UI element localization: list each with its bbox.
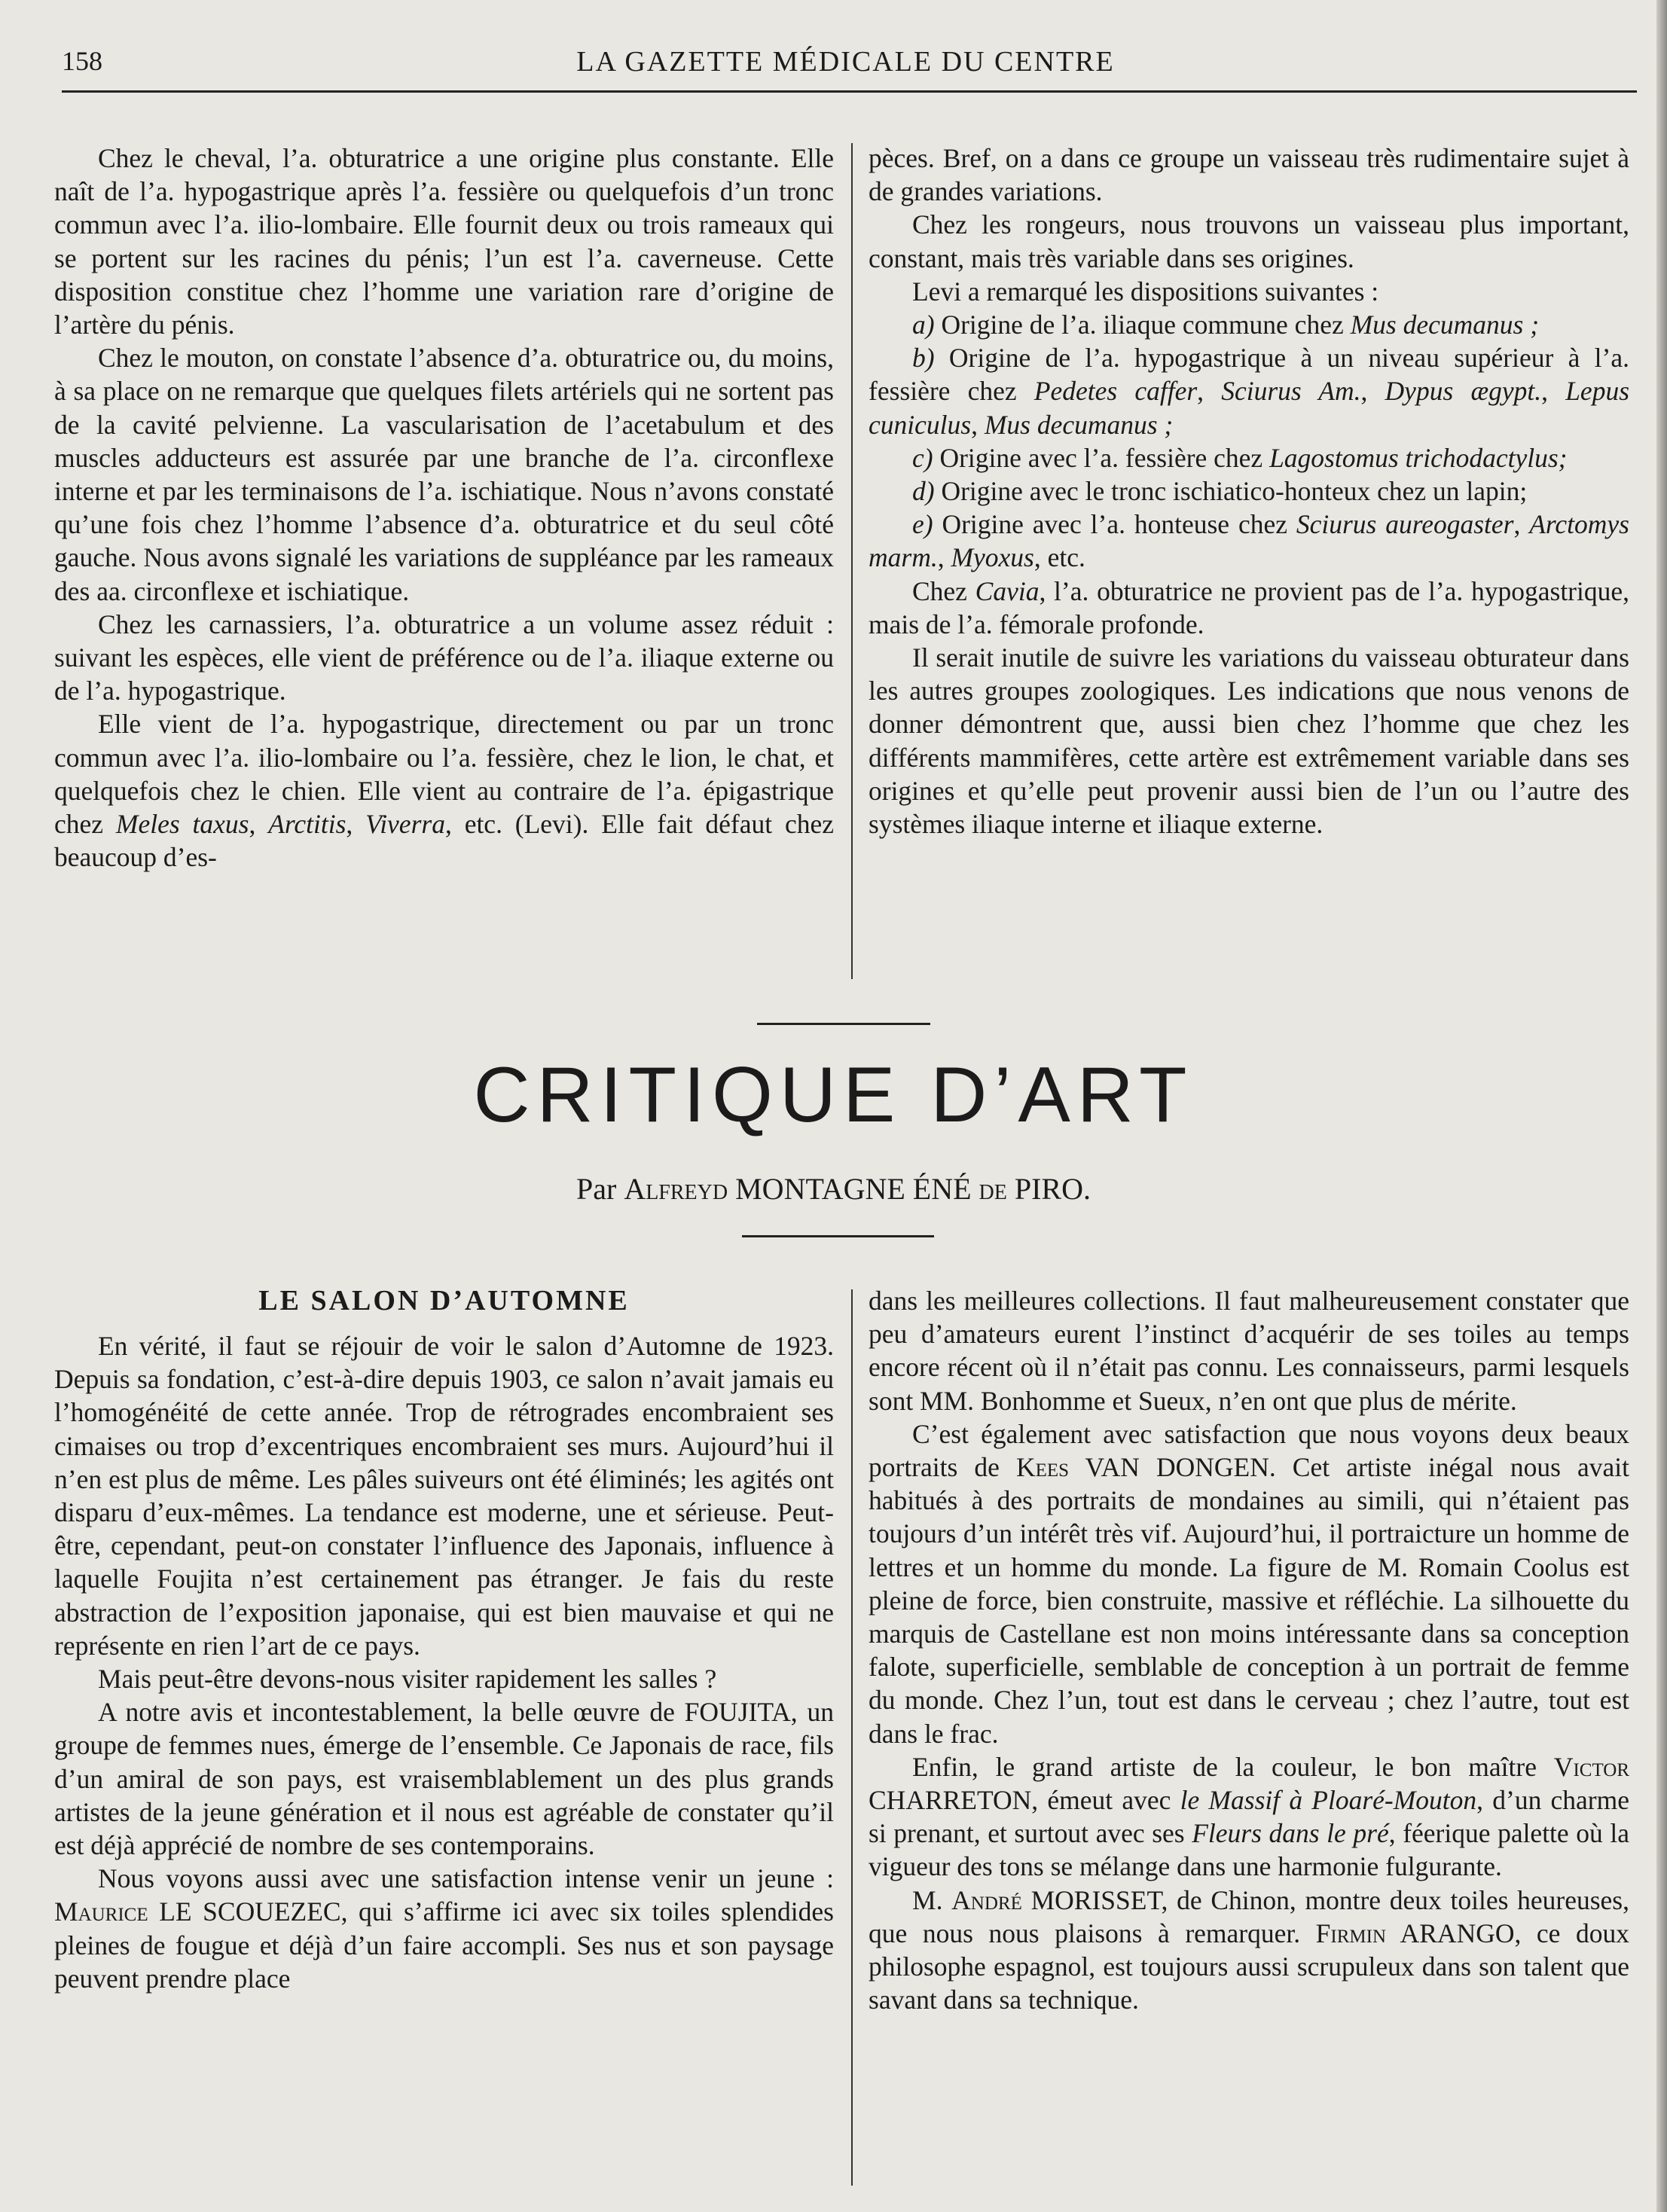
- section-rule: [742, 1235, 934, 1237]
- paragraph: Chez le mouton, on constate l’absence d’a. obturatrice ou, du moins, à sa place on ne remarque que quelques filets artériels qui ne sortent pas de la cavité pelvienne. La vascularisation de l’acetabulum et des muscles adducteurs est assurée par une branche de l’a. circonflexe interne et par les terminaisons de l’a. ischiatique. Nous n’avons constaté qu’une fois chez l’homme l’absence d’a. obturatrice et du seul côté gauche. Nous avons signalé les variations de suppléance par les rameaux des aa. circonflexe et ischiatique.: [54, 343, 834, 606]
- text-run: MORISSET, de Chinon, montre deux toiles heureuses, que nous nous plaisons à remarquer.: [869, 1884, 1629, 1948]
- page-edge-shadow: [1656, 0, 1667, 2212]
- text-run: Chez: [912, 575, 975, 606]
- species-name: Pedetes caffer: [1033, 376, 1198, 407]
- species-name: Arctitis: [268, 809, 347, 840]
- text-run: Elle vient de l’a. hypogastrique, directement ou par un tronc commun avec l’a. ilio-lombaire ou l’a. fessière, chez le lion, le chat, et quelquefois chez le chien. Elle vient au contraire de l’a. épigastrique chez: [54, 709, 834, 840]
- list-marker: e): [912, 509, 933, 540]
- paragraph: Il serait inutile de suivre les variations du vaisseau obturateur dans les autres groupes zoologiques. Les indications que nous venons de donner démontrent que, aussi bien chez l’homme que chez les différents mammifères, cette artère est extrêmement variable dans ses origines et qu’elle peut provenir aussi bien de l’un ou l’autre des systèmes iliaque interne et iliaque externe.: [869, 642, 1629, 840]
- species-name: Lepus cuniculus: [869, 376, 1630, 440]
- text-run: VAN DONGEN. Cet artiste inégal nous avait habitués à des portraits de mondaines au simili, qui n’étaient pas toujours d’un intérêt très vif. Aujourd’hui, il portraicture un homme de lettres et un homme du monde. La figure de M. Romain Coolus est pleine de force, bien construite, massive et réfléchie. La silhouette du marquis de Castellane est non moins intéressante dans sa conception falote, superficielle, semblable de conception à un portrait de femme du monde. Chez l’un, tout est dans le cerveau ; chez l’autre, tout est dans le frac.: [869, 1452, 1629, 1749]
- species-name: Mus decumanus ;: [984, 409, 1174, 440]
- species-name: Dypus ægypt.: [1385, 376, 1542, 407]
- text-run: Nous voyons aussi avec une satisfaction intense venir un jeune :: [98, 1863, 834, 1894]
- paragraph: [54, 707, 834, 874]
- text-run: , féerique palette où la vigueur des tons se mélange dans une harmonie fulgurante.: [869, 1818, 1629, 1882]
- paragraph: Chez le cheval, l’a. obturatrice a une origine plus constante. Elle naît de l’a. hypogastrique après l’a. fessière ou quelquefois d’un tronc commun avec l’a. ilio-lombaire. Elle fournit deux ou trois rameaux qui se portent sur les racines du pénis; l’un est l’a. caverneuse. Cette disposition constitue chez l’homme une variation rare d’origine de l’artère du pénis.: [54, 143, 834, 340]
- section-title: CRITIQUE D’ART: [473, 1051, 1194, 1139]
- species-name: Sciurus Am.: [1221, 376, 1361, 407]
- text-run: Origine de l’a. hypogastrique à un niveau supérieur à l’a. fessière chez: [869, 343, 1629, 407]
- author-last-name: PIRO.: [1006, 1172, 1091, 1206]
- species-name: Myoxus: [951, 542, 1034, 573]
- text-run: , etc. (Levi). Elle fait défaut chez beaucoup d’es-: [54, 809, 834, 873]
- paragraph: Chez les rongeurs, nous trouvons un vaisseau plus important, constant, mais très variable dans ses origines.: [869, 209, 1629, 273]
- author-name: MONTAGNE ÉNÉ: [728, 1172, 979, 1206]
- artist-first-name: Firmin: [1315, 1918, 1387, 1948]
- running-title: LA GAZETTE MÉDICALE DU CENTRE: [576, 46, 1115, 78]
- article-subheading: LE SALON D’AUTOMNE: [258, 1285, 630, 1317]
- text-run: Origine avec l’a. honteuse chez: [933, 509, 1296, 540]
- artist-first-name: Kees: [1016, 1452, 1070, 1483]
- text-run: M.: [912, 1884, 952, 1915]
- page-number: 158: [62, 46, 102, 76]
- paragraph: En vérité, il faut se réjouir de voir le salon d’Automne de 1923. Depuis sa fondation, c’est-à-dire depuis 1903, ce salon n’avait jamais eu l’homogénéité de cette année. Trop de rétrogrades encombraient ses cimaises ou trop d’excentriques encombraient ses murs. Aujourd’hui il n’en est plus de même. Les pâles suiveurs ont été éliminés; les agités ont disparu d’eux-mêmes. La tendance est moderne, une et sérieuse. Peut-être, cependant, peut-on constater l’influence des Japonais, influence à laquelle Foujita n’est certainement pas étranger. Je fais du reste abstraction de l’exposition japonaise, qui est bien mauvaise et qui ne représente en rien l’art de ce pays.: [54, 1331, 834, 1661]
- text-run: LE SCOUEZEC, qui s’affirme ici avec six toiles splendides pleines de fougue et déjà d’un faire accompli. Ses nus et son paysage peuvent prendre place: [54, 1896, 834, 1994]
- text-run: Origine de l’a. iliaque commune chez: [934, 310, 1351, 340]
- artwork-title: Fleurs dans le pré: [1192, 1818, 1389, 1849]
- species-name: Arctomys marm.: [869, 509, 1629, 573]
- text-run: ,: [346, 809, 366, 840]
- species-name: Cavia: [975, 575, 1040, 606]
- species-name: Viverra: [365, 809, 445, 840]
- column-top-right: [869, 142, 1629, 841]
- list-item-c: [869, 441, 1629, 474]
- column-top-left: [54, 142, 834, 874]
- artist-first-name: Maurice: [54, 1896, 148, 1927]
- paragraph: Levi a remarqué les dispositions suivantes :: [912, 276, 1379, 307]
- list-item-a: [869, 308, 1629, 341]
- paragraph: [54, 1862, 834, 1995]
- author-particle: de: [979, 1172, 1007, 1206]
- paragraph: dans les meilleures collections. Il faut malheureusement constater que peu d’amateurs eurent l’instinct d’acquérir de ses toiles au temps encore récent où il n’était pas connu. Les connaisseurs, parmi lesquels sont MM. Bonhomme et Sueux, n’en ont que plus de mérite.: [869, 1286, 1629, 1416]
- text-run: ,: [1541, 376, 1566, 407]
- list-marker: a): [912, 310, 935, 340]
- column-divider: [851, 1289, 853, 2186]
- section-rule: [757, 1023, 930, 1025]
- paragraph: [869, 1750, 1629, 1884]
- text-run: ,: [249, 809, 269, 840]
- list-item-b: [869, 341, 1629, 441]
- text-run: ,: [1360, 376, 1385, 407]
- text-run: ,: [1513, 509, 1530, 540]
- paragraph: A notre avis et incontestablement, la belle œuvre de FOUJITA, un groupe de femmes nues, émerge de l’ensemble. Ce Japonais de race, fils d’un amiral de son pays, est vraisemblablement un des plus grands artistes de la jeune génération et il nous est agréable de constater qu’il est déjà apprécié de nombre de ses contemporains.: [54, 1697, 834, 1861]
- text-run: CHARRETON, émeut avec: [869, 1785, 1180, 1816]
- column-bottom-right: [869, 1284, 1629, 2016]
- paragraph: pèces. Bref, on a dans ce groupe un vaisseau très rudimentaire sujet à de grandes variations.: [869, 143, 1629, 207]
- artwork-title: le Massif à Ploaré-Mouton: [1180, 1785, 1477, 1816]
- list-marker: c): [912, 442, 933, 473]
- list-marker: d): [912, 476, 935, 507]
- page-header: [62, 39, 1629, 84]
- text-run: ,: [971, 409, 985, 440]
- list-item-e: [869, 508, 1629, 574]
- column-divider: [851, 143, 853, 979]
- author-first-name: Alfreyd: [624, 1172, 728, 1206]
- paragraph: [869, 1884, 1629, 2017]
- text-run: , l’a. obturatrice ne provient pas de l’a. hypogastrique, mais de l’a. fémorale profonde.: [869, 575, 1629, 639]
- paragraph: Chez les carnassiers, l’a. obturatrice a un volume assez réduit : suivant les espèces, elle vient de préférence ou de l’a. iliaque externe ou de l’a. hypogastrique.: [54, 609, 834, 706]
- header-rule: [62, 90, 1637, 93]
- paragraph: [869, 575, 1629, 641]
- species-name: Meles taxus: [115, 809, 249, 840]
- text-run: ,: [1197, 376, 1222, 407]
- list-item-d: [869, 474, 1629, 508]
- byline-prefix: Par: [576, 1172, 624, 1206]
- text-run: ARANGO, ce doux philosophe espagnol, est toujours aussi scrupuleux dans son talent que savant dans sa technique.: [869, 1918, 1629, 2015]
- artist-first-name: André: [951, 1884, 1022, 1915]
- text-run: Enfin, le grand artiste de la couleur, le bon maître: [912, 1751, 1554, 1782]
- species-name: Lagostomus trichodactylus;: [1269, 442, 1568, 473]
- list-marker: b): [912, 343, 935, 374]
- text-run: Origine avec le tronc ischiatico-honteux chez un lapin;: [934, 476, 1528, 507]
- byline: [0, 1171, 1667, 1207]
- paragraph: Mais peut-être devons-nous visiter rapidement les salles ?: [98, 1664, 717, 1695]
- text-run: ,: [937, 542, 951, 573]
- text-run: Origine avec l’a. fessière chez: [933, 442, 1270, 473]
- text-run: C’est également avec satisfaction que nous voyons deux beaux portraits de: [869, 1418, 1629, 1483]
- species-name: Sciurus aureogaster: [1296, 509, 1514, 540]
- text-run: , d’un charme si prenant, et surtout avec ses: [869, 1785, 1629, 1849]
- paragraph: [869, 1417, 1629, 1750]
- text-run: , etc.: [1033, 542, 1085, 573]
- artist-first-name: Victor: [1553, 1751, 1629, 1782]
- species-name: Mus decumanus ;: [1350, 310, 1540, 340]
- column-bottom-left: [54, 1329, 834, 1995]
